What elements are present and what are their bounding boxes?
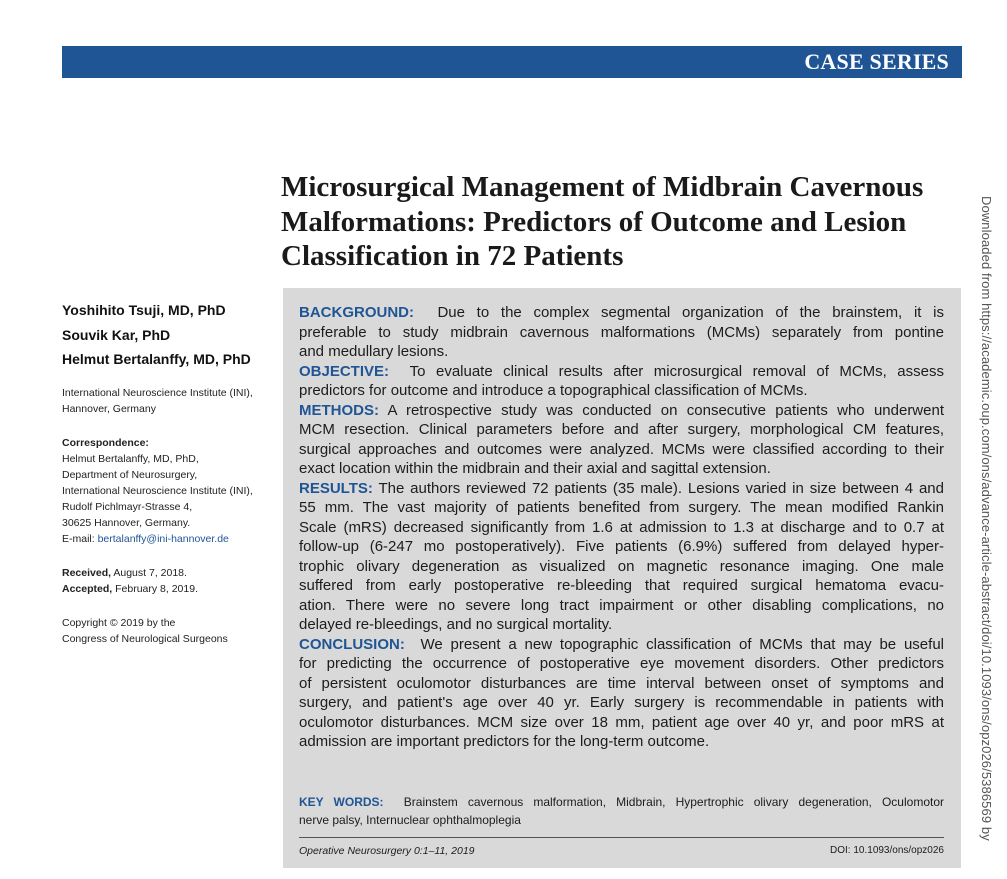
affiliation-line: Hannover, Germany <box>62 403 156 415</box>
abstract-line: follow-up (6-247 mo postoperatively). Five patients (6.9%) suffered from delayed hyper- <box>299 538 944 555</box>
correspondence-line: 30625 Hannover, Germany. <box>62 517 191 529</box>
journal-citation: Operative Neurosurgery 0:1–11, 2019 <box>299 845 475 857</box>
accepted-date <box>62 581 282 597</box>
abstract-text: We present a new topographic classification of MCMs that may be useful <box>420 635 944 653</box>
correspondence-line: Rudolf Pichlmayr-Strasse 4, <box>62 501 193 513</box>
email-row <box>62 531 282 547</box>
author-list <box>62 298 251 372</box>
abstract-line: and medullary lesions. <box>299 343 449 360</box>
article-title <box>281 170 971 274</box>
abstract <box>299 303 944 752</box>
abstract-line: trophic olivary degeneration as visualized on magnetic resonance imaging. One male <box>299 557 944 575</box>
doi: DOI: 10.1093/ons/opz026 <box>830 845 944 856</box>
author-name: Souvik Kar, PhD <box>62 326 171 343</box>
copyright-block <box>62 615 282 647</box>
abstract-line: MCM resection. Clinical parameters before and after surgery, morphological CM features, <box>299 421 944 438</box>
abstract-line: ation. There were no severe long tract impairment or other disabling complications, no <box>299 596 944 614</box>
conclusion-label: CONCLUSION: <box>299 635 405 653</box>
author-name: Helmut Bertalanffy, MD, PhD <box>62 351 251 367</box>
received-value: August 7, 2018. <box>111 567 187 579</box>
affiliation-line: International Neuroscience Institute (INI), <box>62 387 253 399</box>
copyright-line: Copyright © 2019 by the <box>62 617 176 629</box>
section-label: CASE SERIES <box>804 49 949 74</box>
abstract-line: 55 mm. The vast majority of patients benefited from surgery. The mean modified Rankin <box>299 499 944 516</box>
dates-block <box>62 565 282 597</box>
correspondence-line: International Neuroscience Institute (INI), <box>62 485 253 497</box>
abstract-text: The authors reviewed 72 patients (35 male). Lesions varied in size between 4 and <box>378 479 944 497</box>
abstract-line: delayed re-bleedings, and no surgical mortality. <box>299 616 613 633</box>
abstract-line: admission are important predictors for the long-term outcome. <box>299 733 710 750</box>
email-label: E-mail: <box>62 533 98 545</box>
keywords-line <box>299 793 944 811</box>
keywords-label: KEY WORDS: <box>299 795 384 809</box>
keywords <box>299 793 944 829</box>
section-banner <box>62 46 962 78</box>
abstract-line: for predicting the occurrence of postoperative eye movement disorders. Other predictors <box>299 655 944 672</box>
abstract-line: exact location within the midbrain and their axial and sagittal extension. <box>299 460 771 477</box>
correspondence-block <box>62 435 282 547</box>
abstract-line: of persistent oculomotor disturbances are time interval between onset of symptoms and <box>299 674 944 692</box>
abstract-line: surgical approaches and outcomes were analyzed. MCMs were classified according to their <box>299 440 944 458</box>
abstract-line: predictors for outcome and introduce a topographical classification of MCMs. <box>299 382 808 399</box>
abstract-line: preferable to study midbrain cavernous malformations (MCMs) separately from pontine <box>299 323 944 341</box>
title-line: Microsurgical Management of Midbrain Cavernous <box>281 171 924 203</box>
title-line: Classification in 72 Patients <box>281 240 624 272</box>
abstract-line: Scale (mRS) decreased significantly from 1.6 at admission to 1.3 at discharge and to 0.7 at <box>299 518 944 536</box>
objective-label: OBJECTIVE: <box>299 362 390 380</box>
abstract-line <box>299 362 944 382</box>
correspondence-line: Helmut Bertalanffy, MD, PhD, <box>62 453 199 465</box>
title-line: Malformations: Predictors of Outcome and Lesion <box>281 205 907 238</box>
abstract-text: A retrospective study was conducted on consecutive patients who underwent <box>387 401 944 419</box>
abstract-text: Due to the complex segmental organization of the brainstem, it is <box>437 304 944 321</box>
methods-label: METHODS: <box>299 401 379 419</box>
footer-divider <box>299 837 944 838</box>
affiliation <box>62 385 282 417</box>
received-date <box>62 565 282 581</box>
abstract-text: To evaluate clinical results after microsurgical removal of MCMs, assess <box>409 362 944 380</box>
abstract-line: oculomotor disturbances. MCM size over 18 mm, patient age over 40 yr, and poor mRS at <box>299 713 944 731</box>
correspondence-heading: Correspondence: <box>62 437 149 449</box>
keywords-text: Brainstem cavernous malformation, Midbrain, Hypertrophic olivary degeneration, Oculomotor <box>403 795 944 809</box>
accepted-label: Accepted, <box>62 583 113 595</box>
copyright-line: Congress of Neurological Surgeons <box>62 633 228 645</box>
received-label: Received, <box>62 567 112 579</box>
abstract-line <box>299 635 944 655</box>
abstract-line <box>299 303 944 323</box>
author-name: Yoshihito Tsuji, MD, PhD <box>62 302 226 318</box>
abstract-line: surgery, and patient's age over 40 yr. Early surgery is recommendable in patients with <box>299 694 944 711</box>
abstract-line <box>299 401 944 421</box>
accepted-value: February 8, 2019. <box>112 583 198 595</box>
background-label: BACKGROUND: <box>299 304 414 321</box>
abstract-line <box>299 479 944 499</box>
results-label: RESULTS: <box>299 479 373 497</box>
download-note: Downloaded from https://academic.oup.com/ons/advance-article-abstract/doi/10.1093/ons/opz026/5386569 by <box>979 196 994 841</box>
abstract-line: suffered from early postoperative re-bleeding that required surgical hematoma evacu- <box>299 577 944 594</box>
keywords-line: nerve palsy, Internuclear ophthalmoplegia <box>299 813 521 827</box>
correspondence-line: Department of Neurosurgery, <box>62 469 198 481</box>
email-link[interactable]: bertalanffy@ini-hannover.de <box>97 533 229 545</box>
